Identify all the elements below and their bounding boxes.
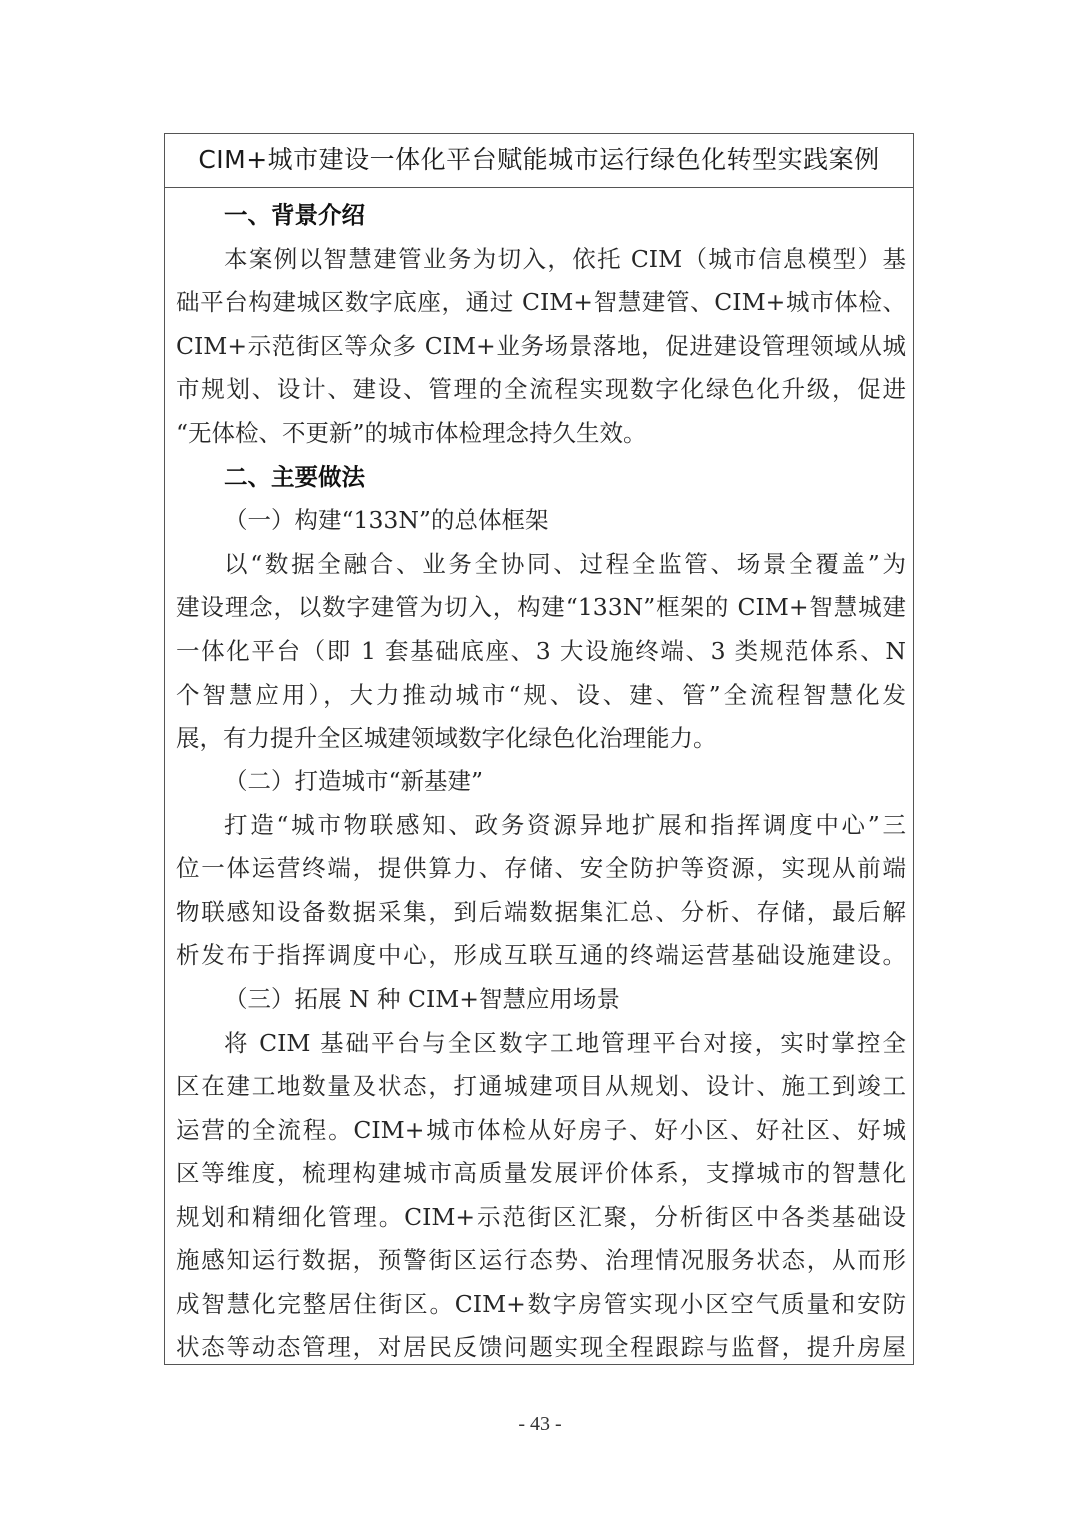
paragraph-line: 以“数据全融合、业务全协同、过程全监管、场景全覆盖”为: [224, 550, 906, 578]
paragraph-line: 析发布于指挥调度中心，形成互联互通的终端运营基础设施建设。: [176, 941, 906, 969]
paragraph-line: 施感知运行数据，预警街区运行态势、治理情况服务状态，从而形: [176, 1246, 906, 1274]
paragraph-line: 一体化平台（即 1 套基础底座、3 大设施终端、3 类规范体系、N: [176, 637, 906, 665]
subsection-title-application-scenarios: （三）拓展 N 种 CIM+智慧应用场景: [224, 985, 620, 1013]
subsection-title-new-infrastructure: （二）打造城市“新基建”: [224, 767, 484, 795]
paragraph-line: 规划和精细化管理。CIM+示范街区汇聚，分析街区中各类基础设: [176, 1203, 906, 1231]
paragraph-line: 展，有力提升全区城建领域数字化绿色化治理能力。: [176, 724, 717, 752]
page-number: - 43 -: [518, 1413, 562, 1435]
paragraph-line: 物联感知设备数据采集，到后端数据集汇总、分析、存储，最后解: [176, 898, 906, 926]
paragraph-line: 市规划、设计、建设、管理的全流程实现数字化绿色化升级，促进: [176, 375, 906, 403]
section-heading-main-practices: 二、主要做法: [224, 463, 365, 491]
paragraph-line: 区在建工地数量及状态，打通城建项目从规划、设计、施工到竣工: [176, 1072, 906, 1100]
paragraph-line: 打造“城市物联感知、政务资源异地扩展和指挥调度中心”三: [224, 811, 906, 839]
paragraph-line: 位一体运营终端，提供算力、存储、安全防护等资源，实现从前端: [176, 854, 906, 882]
paragraph-line: 本案例以智慧建管业务为切入，依托 CIM（城市信息模型）基: [224, 245, 906, 273]
paragraph-line: “无体检、不更新”的城市体检理念持久生效。: [176, 419, 647, 447]
paragraph-line: CIM+示范街区等众多 CIM+业务场景落地，促进建设管理领域从城: [176, 332, 906, 360]
paragraph-line: 状态等动态管理，对居民反馈问题实现全程跟踪与监督，提升房屋: [176, 1333, 906, 1361]
paragraph-line: 将 CIM 基础平台与全区数字工地管理平台对接，实时掌控全: [224, 1029, 906, 1057]
paragraph-line: 础平台构建城区数字底座，通过 CIM+智慧建管、CIM+城市体检、: [176, 288, 906, 316]
paragraph-line: 成智慧化完整居住街区。CIM+数字房管实现小区空气质量和安防: [176, 1290, 906, 1318]
header-divider: [164, 187, 914, 188]
paragraph-line: 运营的全流程。CIM+城市体检从好房子、好小区、好社区、好城: [176, 1116, 906, 1144]
paragraph-line: 区等维度，梳理构建城市高质量发展评价体系，支撑城市的智慧化: [176, 1159, 906, 1187]
document-title: CIM+城市建设一体化平台赋能城市运行绿色化转型实践案例: [198, 145, 880, 174]
paragraph-line: 建设理念，以数字建管为切入，构建“133N”框架的 CIM+智慧城建: [176, 593, 906, 621]
section-heading-background: 一、背景介绍: [224, 201, 365, 229]
subsection-title-framework: （一）构建“133N”的总体框架: [224, 506, 549, 534]
paragraph-line: 个智慧应用），大力推动城市“规、设、建、管”全流程智慧化发: [176, 681, 906, 709]
